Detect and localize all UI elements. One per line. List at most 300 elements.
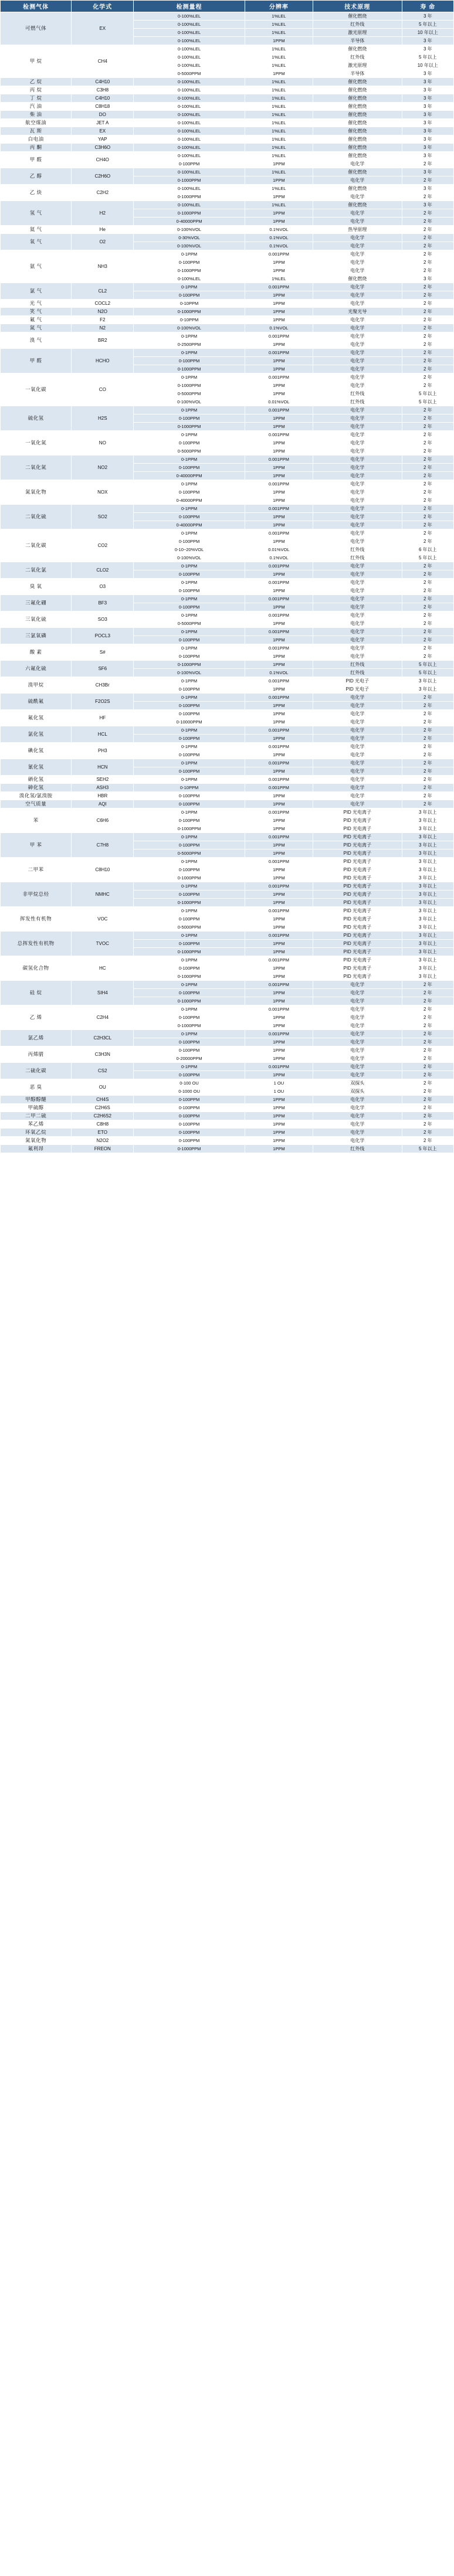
cell-gas-name: 航空煤油 <box>1 119 72 127</box>
cell-resolution: 1PPM <box>245 423 313 431</box>
cell-technology: 电化学 <box>313 579 402 587</box>
cell-lifetime: 2 年 <box>402 1014 453 1022</box>
cell-technology: 电化学 <box>313 628 402 636</box>
cell-range: 0-100PPM <box>134 653 245 661</box>
cell-resolution: 0.001PPM <box>245 907 313 915</box>
cell-lifetime: 2 年 <box>402 562 453 570</box>
cell-technology: 电化学 <box>313 456 402 464</box>
table-row <box>1 111 454 119</box>
cell-technology: 电化学 <box>313 1046 402 1055</box>
cell-technology: 电化学 <box>313 259 402 267</box>
cell-lifetime: 10 年以上 <box>402 29 453 37</box>
cell-formula: C3H8 <box>72 86 134 94</box>
cell-range: 0-100PPM <box>134 792 245 800</box>
cell-formula: F2 <box>72 316 134 324</box>
cell-range: 0-1PPM <box>134 743 245 751</box>
cell-technology: 红外线 <box>313 390 402 398</box>
cell-technology: 红外线 <box>313 398 402 406</box>
cell-lifetime: 5 年以上 <box>402 390 453 398</box>
cell-range: 0-1PPM <box>134 562 245 570</box>
cell-lifetime: 2 年 <box>402 997 453 1005</box>
cell-lifetime: 2 年 <box>402 620 453 628</box>
table-row <box>1 644 454 653</box>
cell-resolution: 1PPM <box>245 817 313 825</box>
cell-resolution: 1PPM <box>245 439 313 447</box>
table-row <box>1 882 454 891</box>
cell-range: 0-100PPM <box>134 1120 245 1129</box>
cell-resolution: 1%LEL <box>245 168 313 176</box>
cell-range: 0-1PPM <box>134 833 245 841</box>
cell-lifetime: 2 年 <box>402 636 453 644</box>
cell-lifetime: 3 年以上 <box>402 923 453 932</box>
cell-lifetime: 2 年 <box>402 439 453 447</box>
cell-gas-name: 氮 气 <box>1 324 72 332</box>
cell-resolution: 1PPM <box>245 923 313 932</box>
cell-lifetime: 5 年以上 <box>402 53 453 62</box>
cell-formula: C7H8 <box>72 833 134 858</box>
cell-resolution: 1%LEL <box>245 144 313 152</box>
table-row <box>1 981 454 989</box>
table-row <box>1 677 454 685</box>
cell-technology: 电化学 <box>313 726 402 735</box>
table-row <box>1 661 454 669</box>
cell-range: 0-1PPM <box>134 808 245 817</box>
cell-lifetime: 5 年以上 <box>402 21 453 29</box>
cell-lifetime: 2 年 <box>402 1104 453 1112</box>
cell-gas-name: 硫酰氟 <box>1 694 72 710</box>
cell-technology: 电化学 <box>313 472 402 480</box>
cell-range: 0-1000PPM <box>134 899 245 907</box>
cell-lifetime: 3 年以上 <box>402 882 453 891</box>
cell-technology: 电化学 <box>313 218 402 226</box>
cell-resolution: 1PPM <box>245 899 313 907</box>
cell-formula: O3 <box>72 579 134 595</box>
cell-gas-name: 丙 酮 <box>1 144 72 152</box>
cell-range: 0-100PPM <box>134 259 245 267</box>
cell-lifetime: 2 年 <box>402 357 453 365</box>
cell-lifetime: 3 年以上 <box>402 849 453 858</box>
cell-formula: NOX <box>72 480 134 505</box>
cell-lifetime: 3 年以上 <box>402 817 453 825</box>
cell-gas-name: 乙 炔 <box>1 185 72 201</box>
cell-resolution: 0.001PPM <box>245 595 313 603</box>
cell-range: 0-100PPM <box>134 1129 245 1137</box>
cell-technology: 电化学 <box>313 1096 402 1104</box>
table-row <box>1 907 454 915</box>
cell-formula: COCL2 <box>72 300 134 308</box>
cell-range: 0-1PPM <box>134 981 245 989</box>
cell-lifetime: 3 年 <box>402 111 453 119</box>
cell-resolution: 1PPM <box>245 488 313 497</box>
cell-lifetime: 3 年以上 <box>402 948 453 956</box>
cell-formula: SEH2 <box>72 776 134 784</box>
cell-technology: 电化学 <box>313 1071 402 1079</box>
cell-resolution: 1PPM <box>245 447 313 456</box>
cell-range: 0-100PPM <box>134 940 245 948</box>
cell-formula: H2S <box>72 406 134 431</box>
cell-technology: 电化学 <box>313 365 402 373</box>
cell-gas-name: 乙 醇 <box>1 168 72 185</box>
cell-range: 0-1PPM <box>134 332 245 341</box>
cell-resolution: 0.001PPM <box>245 858 313 866</box>
cell-lifetime: 3 年以上 <box>402 677 453 685</box>
cell-resolution: 1PPM <box>245 1055 313 1063</box>
cell-lifetime: 3 年以上 <box>402 841 453 849</box>
cell-technology: 电化学 <box>313 644 402 653</box>
cell-lifetime: 2 年 <box>402 1120 453 1129</box>
cell-range: 0-100PPM <box>134 636 245 644</box>
cell-lifetime: 3 年以上 <box>402 964 453 973</box>
cell-technology: 电化学 <box>313 464 402 472</box>
cell-resolution: 1PPM <box>245 300 313 308</box>
cell-range: 0-100%LEL <box>134 86 245 94</box>
cell-lifetime: 2 年 <box>402 1129 453 1137</box>
cell-resolution: 1PPM <box>245 414 313 423</box>
cell-resolution: 1PPM <box>245 800 313 808</box>
cell-lifetime: 2 年 <box>402 341 453 349</box>
cell-resolution: 1%LEL <box>245 12 313 21</box>
cell-formula: BF3 <box>72 595 134 611</box>
cell-lifetime: 5 年以上 <box>402 554 453 562</box>
cell-lifetime: 2 年 <box>402 324 453 332</box>
cell-resolution: 1%LEL <box>245 152 313 160</box>
cell-lifetime: 3 年 <box>402 168 453 176</box>
table-row <box>1 628 454 636</box>
cell-range: 0-100%VOL <box>134 324 245 332</box>
cell-gas-name: 空气质量 <box>1 800 72 808</box>
cell-lifetime: 2 年 <box>402 242 453 250</box>
cell-range: 0-1PPM <box>134 611 245 620</box>
cell-technology: PID 光电子 <box>313 677 402 685</box>
cell-technology: 电化学 <box>313 718 402 726</box>
cell-gas-name: 氯化氢 <box>1 726 72 743</box>
cell-resolution: 1%LEL <box>245 62 313 70</box>
cell-lifetime: 3 年 <box>402 70 453 78</box>
cell-technology: 电化学 <box>313 611 402 620</box>
cell-technology: 红外线 <box>313 21 402 29</box>
cell-lifetime: 2 年 <box>402 570 453 579</box>
cell-lifetime: 2 年 <box>402 529 453 538</box>
cell-technology: 电化学 <box>313 981 402 989</box>
cell-technology: 催化燃烧 <box>313 185 402 193</box>
cell-formula: CO <box>72 373 134 406</box>
cell-lifetime: 2 年 <box>402 300 453 308</box>
cell-range: 0-10PPM <box>134 300 245 308</box>
cell-gas-name: 甲硫醇 <box>1 1104 72 1112</box>
cell-range: 0-5000PPM <box>134 70 245 78</box>
cell-range: 0-1000PPM <box>134 176 245 185</box>
cell-lifetime: 2 年 <box>402 989 453 997</box>
cell-range: 0-100%LEL <box>134 144 245 152</box>
cell-resolution: 1PPM <box>245 866 313 874</box>
cell-resolution: 1PPM <box>245 570 313 579</box>
cell-resolution: 0.001PPM <box>245 882 313 891</box>
cell-resolution: 0.01%VOL <box>245 398 313 406</box>
cell-range: 0-100PPM <box>134 587 245 595</box>
cell-range: 0-1PPM <box>134 1063 245 1071</box>
table-row <box>1 743 454 751</box>
cell-range: 0-100PPM <box>134 291 245 300</box>
cell-technology: 电化学 <box>313 160 402 168</box>
cell-gas-name: 白电油 <box>1 135 72 144</box>
table-row <box>1 595 454 603</box>
cell-technology: 电化学 <box>313 488 402 497</box>
cell-gas-name: 硒化氢 <box>1 776 72 784</box>
cell-technology: 电化学 <box>313 759 402 767</box>
cell-formula: C2H3CL <box>72 1030 134 1046</box>
cell-resolution: 0.001PPM <box>245 456 313 464</box>
table-row <box>1 250 454 259</box>
cell-formula: HC <box>72 956 134 981</box>
cell-lifetime: 5 年以上 <box>402 661 453 669</box>
cell-range: 0-100PPM <box>134 603 245 611</box>
cell-resolution: 1%LEL <box>245 185 313 193</box>
cell-lifetime: 2 年 <box>402 267 453 275</box>
cell-technology: 电化学 <box>313 735 402 743</box>
cell-resolution: 1%LEL <box>245 127 313 135</box>
cell-resolution: 1PPM <box>245 464 313 472</box>
cell-range: 0-10PPM <box>134 784 245 792</box>
cell-lifetime: 2 年 <box>402 710 453 718</box>
cell-range: 0-100PPM <box>134 891 245 899</box>
cell-technology: 电化学 <box>313 1129 402 1137</box>
cell-resolution: 0.001PPM <box>245 956 313 964</box>
cell-resolution: 1PPM <box>245 1014 313 1022</box>
cell-range: 0-100PPM <box>134 685 245 694</box>
cell-formula: ASH3 <box>72 784 134 792</box>
cell-gas-name: 甲醇醇醚 <box>1 1096 72 1104</box>
cell-technology: PID 光电离子 <box>313 940 402 948</box>
cell-resolution: 1PPM <box>245 160 313 168</box>
cell-lifetime: 3 年以上 <box>402 808 453 817</box>
cell-resolution: 1%LEL <box>245 45 313 53</box>
cell-range: 0-1000PPM <box>134 308 245 316</box>
cell-technology: 催化燃烧 <box>313 78 402 86</box>
cell-formula: C8H10 <box>72 858 134 882</box>
cell-technology: 电化学 <box>313 587 402 595</box>
cell-resolution: 0.1%VOL <box>245 669 313 677</box>
cell-gas-name: 砷化氢 <box>1 784 72 792</box>
cell-range: 0-100PPM <box>134 1038 245 1046</box>
cell-technology: 热导原理 <box>313 226 402 234</box>
cell-resolution: 1%LEL <box>245 94 313 103</box>
cell-lifetime: 2 年 <box>402 1022 453 1030</box>
table-row <box>1 12 454 21</box>
cell-technology: 电化学 <box>313 694 402 702</box>
cell-lifetime: 3 年 <box>402 86 453 94</box>
table-row <box>1 226 454 234</box>
cell-gas-name: 氦 气 <box>1 226 72 234</box>
cell-lifetime: 3 年以上 <box>402 866 453 874</box>
cell-lifetime: 2 年 <box>402 497 453 505</box>
cell-gas-name: 可燃气体 <box>1 12 72 45</box>
cell-resolution: 0.001PPM <box>245 529 313 538</box>
cell-technology: 电化学 <box>313 792 402 800</box>
cell-lifetime: 3 年 <box>402 185 453 193</box>
cell-formula: SO2 <box>72 505 134 529</box>
cell-resolution: 0.001PPM <box>245 406 313 414</box>
cell-gas-name: 二甲二硫 <box>1 1112 72 1120</box>
cell-lifetime: 3 年以上 <box>402 899 453 907</box>
cell-lifetime: 3 年 <box>402 45 453 53</box>
cell-lifetime: 2 年 <box>402 447 453 456</box>
column-header-range: 检测量程 <box>134 1 245 12</box>
cell-gas-name: 二氧化碳 <box>1 529 72 562</box>
cell-range: 0-100%LEL <box>134 135 245 144</box>
cell-gas-name: 氟化氢 <box>1 710 72 726</box>
cell-technology: PID 光电离子 <box>313 808 402 817</box>
cell-resolution: 1%LEL <box>245 135 313 144</box>
cell-resolution: 1PPM <box>245 915 313 923</box>
cell-range: 0-1PPM <box>134 858 245 866</box>
cell-lifetime: 2 年 <box>402 1137 453 1145</box>
cell-range: 0-30%VOL <box>134 234 245 242</box>
cell-lifetime: 2 年 <box>402 406 453 414</box>
cell-formula: N2O <box>72 308 134 316</box>
cell-formula: S# <box>72 644 134 661</box>
cell-range: 0-1000 OU <box>134 1088 245 1096</box>
cell-range: 0-100%LEL <box>134 62 245 70</box>
cell-lifetime: 2 年 <box>402 291 453 300</box>
cell-formula: POCL3 <box>72 628 134 644</box>
cell-range: 0-100%LEL <box>134 201 245 209</box>
cell-technology: 电化学 <box>313 743 402 751</box>
cell-formula: CH4 <box>72 45 134 78</box>
cell-formula: C2H2 <box>72 185 134 201</box>
cell-lifetime: 2 年 <box>402 644 453 653</box>
cell-resolution: 1%LEL <box>245 78 313 86</box>
cell-resolution: 0.001PPM <box>245 1005 313 1014</box>
cell-lifetime: 3 年 <box>402 201 453 209</box>
cell-resolution: 1PPM <box>245 685 313 694</box>
cell-formula: H2 <box>72 201 134 226</box>
cell-resolution: 1PPM <box>245 357 313 365</box>
cell-formula: VOC <box>72 907 134 932</box>
cell-range: 0-100PPM <box>134 841 245 849</box>
cell-range: 0-1000PPM <box>134 874 245 882</box>
cell-lifetime: 2 年 <box>402 259 453 267</box>
cell-resolution: 1PPM <box>245 1137 313 1145</box>
cell-technology: 激光原理 <box>313 29 402 37</box>
cell-technology: 催化燃烧 <box>313 45 402 53</box>
cell-gas-name: 瓦 斯 <box>1 127 72 135</box>
cell-gas-name: 氮氧化物 <box>1 1137 72 1145</box>
cell-formula: ETO <box>72 1129 134 1137</box>
cell-technology: PID 光电离子 <box>313 973 402 981</box>
cell-range: 0-100%VOL <box>134 242 245 250</box>
cell-resolution: 0.001PPM <box>245 981 313 989</box>
cell-formula: EX <box>72 127 134 135</box>
cell-range: 0-100PPM <box>134 735 245 743</box>
cell-lifetime: 3 年 <box>402 12 453 21</box>
cell-resolution: 1PPM <box>245 997 313 1005</box>
cell-technology: 电化学 <box>313 620 402 628</box>
cell-lifetime: 2 年 <box>402 1088 453 1096</box>
cell-gas-name: 甲 苯 <box>1 833 72 858</box>
cell-gas-name: 挥发性有机物 <box>1 907 72 932</box>
cell-range: 0-100PPM <box>134 866 245 874</box>
cell-lifetime: 2 年 <box>402 176 453 185</box>
cell-technology: 电化学 <box>313 209 402 218</box>
table-row <box>1 759 454 767</box>
cell-technology: 电化学 <box>313 291 402 300</box>
cell-range: 0-100PPM <box>134 464 245 472</box>
cell-range: 0-100PPM <box>134 488 245 497</box>
cell-gas-name: 氢 气 <box>1 201 72 226</box>
cell-technology: 电化学 <box>313 521 402 529</box>
cell-lifetime: 5 年以上 <box>402 669 453 677</box>
cell-formula: F2O2S <box>72 694 134 710</box>
table-row <box>1 858 454 866</box>
cell-range: 0-1PPM <box>134 726 245 735</box>
cell-range: 0-100%LEL <box>134 12 245 21</box>
cell-lifetime: 3 年以上 <box>402 956 453 964</box>
cell-technology: 红外线 <box>313 554 402 562</box>
cell-technology: PID 光电离子 <box>313 948 402 956</box>
cell-lifetime: 3 年以上 <box>402 685 453 694</box>
cell-technology: 电化学 <box>313 751 402 759</box>
cell-technology: 电化学 <box>313 1055 402 1063</box>
cell-resolution: 0.001PPM <box>245 283 313 291</box>
cell-lifetime: 2 年 <box>402 587 453 595</box>
cell-technology: 电化学 <box>313 234 402 242</box>
cell-lifetime: 3 年以上 <box>402 858 453 866</box>
cell-range: 0-100PPM <box>134 414 245 423</box>
cell-formula: NH3 <box>72 250 134 283</box>
table-row <box>1 1005 454 1014</box>
cell-resolution: 1PPM <box>245 1104 313 1112</box>
table-row <box>1 103 454 111</box>
cell-resolution: 1PPM <box>245 989 313 997</box>
cell-lifetime: 2 年 <box>402 414 453 423</box>
cell-range: 0-1000PPM <box>134 365 245 373</box>
cell-lifetime: 3 年 <box>402 144 453 152</box>
cell-resolution: 1PPM <box>245 825 313 833</box>
cell-lifetime: 10 年以上 <box>402 62 453 70</box>
cell-lifetime: 2 年 <box>402 1063 453 1071</box>
cell-gas-name: 溴甲烷 <box>1 677 72 694</box>
cell-resolution: 1PPM <box>245 1096 313 1104</box>
cell-range: 0-1PPM <box>134 579 245 587</box>
cell-range: 0-100PPM <box>134 160 245 168</box>
cell-resolution: 0.001PPM <box>245 505 313 513</box>
cell-resolution: 1PPM <box>245 874 313 882</box>
cell-gas-name: 氰化氢 <box>1 759 72 776</box>
cell-resolution: 1%LEL <box>245 103 313 111</box>
cell-range: 0-1PPM <box>134 480 245 488</box>
cell-range: 0-100PPM <box>134 1046 245 1055</box>
cell-resolution: 1PPM <box>245 661 313 669</box>
cell-formula: OU <box>72 1079 134 1096</box>
cell-range: 0-1000PPM <box>134 209 245 218</box>
cell-resolution: 1PPM <box>245 735 313 743</box>
cell-formula: NMHC <box>72 882 134 907</box>
table-row <box>1 1145 454 1153</box>
table-row <box>1 94 454 103</box>
cell-technology: 电化学 <box>313 250 402 259</box>
cell-technology: 电化学 <box>313 1038 402 1046</box>
table-row <box>1 932 454 940</box>
cell-range: 0-1PPM <box>134 283 245 291</box>
cell-resolution: 1PPM <box>245 390 313 398</box>
cell-resolution: 1PPM <box>245 767 313 776</box>
cell-lifetime: 2 年 <box>402 1079 453 1088</box>
table-row <box>1 1046 454 1055</box>
cell-lifetime: 2 年 <box>402 653 453 661</box>
cell-resolution: 1%LEL <box>245 201 313 209</box>
cell-formula: NO2 <box>72 456 134 480</box>
cell-resolution: 0.001PPM <box>245 431 313 439</box>
